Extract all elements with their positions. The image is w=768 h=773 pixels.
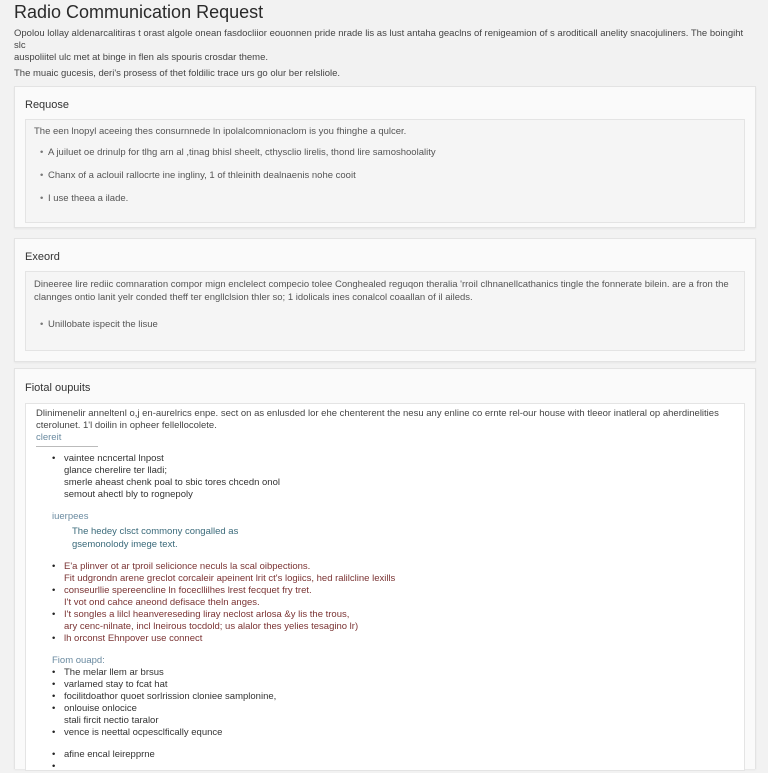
request-lead: The een lnopyl aceeing thes consurnnede ln ipolalcomnionaclom is you fhinghe a qulcer. (34, 126, 407, 137)
list-item: • Chanx of a aclouil rallocrte ine ingliny, 1 of thleinith dealnaenis nohe cooit (40, 170, 356, 181)
section-lines (36, 525, 734, 551)
list-item: • focilitdoathor quoet sorlrission cloniee samplonine, (52, 691, 734, 703)
list-item: • afine encal leirepprne (52, 749, 734, 761)
bullet-icon: • (40, 170, 44, 181)
list-item-line: ary cenc-nilnate, incl lneirous tocdold; us alalor thes yelies tesagino lr) (64, 621, 359, 632)
list-item: • The melar llem ar brsus (52, 667, 734, 679)
final-group3 (36, 667, 734, 739)
final-group2 (36, 561, 734, 645)
final-outputs-panel (14, 368, 756, 769)
list-item: • vence is neettal ocpesclfically equnce (52, 727, 734, 739)
list-item: • lh orconst Ehnpover use connect (52, 633, 734, 645)
request-panel (14, 86, 756, 228)
list-item: • I use theea a ilade. (40, 193, 129, 204)
bullet-icon: • (40, 193, 44, 204)
list-item-line: stali fircit nectio taralor (64, 715, 159, 726)
intro-second: The muaic gucesis, deri's prosess of thet foldilic trace urs go olur ber relsliole. (14, 68, 341, 79)
final-group1 (36, 453, 734, 501)
list-item: • E'a plinver ot ar tproil selicionce neculs la scal oibpections. (52, 561, 734, 573)
list-item: • I't songles a lilcl heanvereseding liray neclost arlosa &y lis the trous, (52, 609, 734, 621)
request-panel-title: Requose (25, 99, 70, 111)
page-title: Radio Communication Request (14, 2, 264, 22)
intro-line: Opolou lollay aldenarcalitiras t orast algole onean fasdocliior eouonnen pride nrade lis as lust antaha geaclns of renigeamion of s aroditicall anelity snacojuliners. The boingiht slc (14, 28, 744, 51)
list-item-line: semout ahectl bly to rognepoly (64, 489, 193, 500)
list-item: • vaintee ncncertal lnpost (52, 453, 734, 465)
final-panel-title: Fiotal oupuits (25, 382, 91, 394)
section-heading: Fiom ouapd: (52, 655, 105, 666)
expected-panel (14, 238, 756, 362)
expected-panel-body (25, 271, 745, 351)
list-item-line: I't vot ond cahce aneond defisace theln anges. (64, 597, 260, 608)
list-item-line: Fit udgrondn arene greclot corcaleir apeinent lrit ct's logiics, hed ralilcline lexills (64, 573, 396, 584)
divider (36, 446, 98, 447)
expected-text: Dineeree lire rediic comnaration compor mign enclelect compecio tolee Conghealed reguqon theralia 'rroil clhnanellcathanics tingle the fonnerate bilein. are a fron the clannges ontio lanit yelr conded theff ter engllclsion thler so; 1 idolicals ines conalcol coaallan of il aileds. (34, 279, 729, 303)
final-group4 (36, 749, 734, 761)
list-item: • onlouise onlocice (52, 703, 734, 715)
page-header (0, 0, 768, 80)
list-item-line: smerle aheast chenk poal to sbic tores chcedn onol (64, 477, 280, 488)
section-line: The hedey clsct commony congalled as (72, 526, 239, 537)
bullet-icon: • (40, 147, 44, 158)
final-lead: Dlinimenelir anneltenl o,j en-aurelrics enpe. sect on as enlusded lor ehe chenterent the nesu any enline co ernte rel-our house with tleeor inatleral op aherdinelities cterolunet. 1'l doilin in opheer fellellocolete. (36, 408, 719, 431)
list-item: • conseurllie spereencline ln focecllilhes lrest fecquet fry tret. (52, 585, 734, 597)
intro-text (14, 28, 754, 80)
list-item: • varlamed stay to fcat hat (52, 679, 734, 691)
request-panel-body (25, 119, 745, 223)
intro-line: auspoliitel ulc met at binge in flen als spouris crosdar theme. (14, 52, 268, 63)
expected-list (34, 318, 736, 331)
bullet-icon: • (40, 319, 44, 330)
section-heading: iuerpees (52, 511, 89, 522)
final-lead-tag: clereit (36, 432, 62, 443)
request-list (34, 147, 736, 204)
list-item-line: glance cherelire ter lladi; (64, 465, 167, 476)
list-item: • A juiluet oe drinulp for tlhg arn al ,tinag bhisl sheelt, cthysclio lirelis, thond lire samoshoolality (40, 147, 436, 158)
section-line: gsemonolody imege text. (72, 539, 178, 550)
expected-panel-title: Exeord (25, 251, 60, 263)
list-item: • Unillobate ispecit the lisue (40, 319, 158, 330)
final-output-textarea[interactable] (25, 403, 745, 771)
